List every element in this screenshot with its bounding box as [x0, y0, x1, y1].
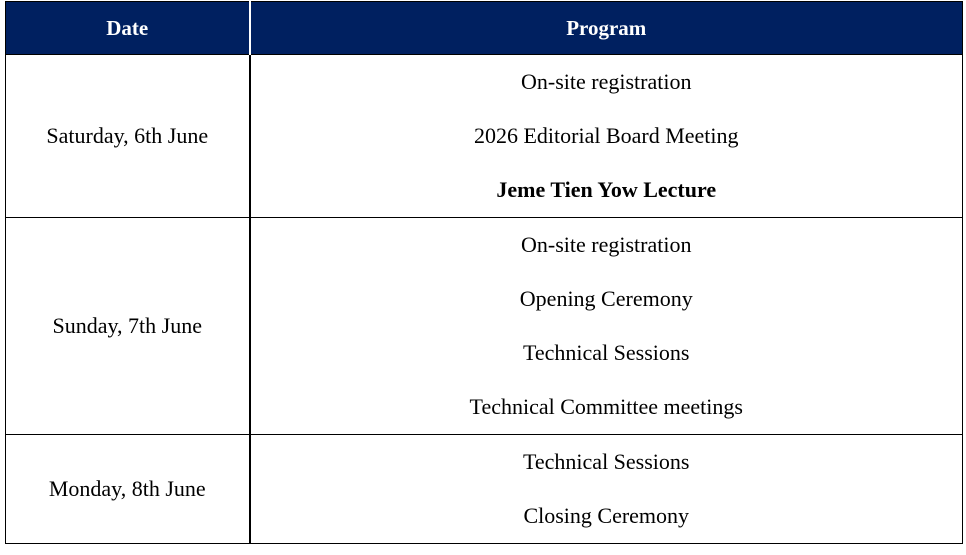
table-row [6, 435, 963, 544]
date-cell-sunday: Sunday, 7th June [6, 218, 250, 435]
program-item: On-site registration [521, 69, 692, 94]
program-item: On-site registration [521, 232, 692, 257]
date-cell-monday: Monday, 8th June [6, 435, 250, 544]
table-header-row [6, 2, 963, 55]
program-item: Closing Ceremony [523, 503, 690, 528]
program-item: Technical Committee meetings [469, 394, 743, 419]
program-item: Technical Sessions [523, 449, 690, 474]
program-cell-saturday [250, 55, 963, 218]
program-item: 2026 Editorial Board Meeting [473, 123, 739, 148]
program-schedule-table [5, 1, 963, 544]
program-item: Technical Sessions [523, 340, 690, 365]
program-column-header: Program [250, 2, 963, 55]
program-cell-monday [250, 435, 963, 544]
date-cell-saturday: Saturday, 6th June [6, 55, 250, 218]
program-item-highlight: Jeme Tien Yow Lecture [496, 177, 717, 202]
program-item: Opening Ceremony [519, 286, 693, 311]
program-cell-sunday [250, 218, 963, 435]
table-row [6, 55, 963, 218]
table-row [6, 218, 963, 435]
date-column-header: Date [6, 2, 250, 55]
